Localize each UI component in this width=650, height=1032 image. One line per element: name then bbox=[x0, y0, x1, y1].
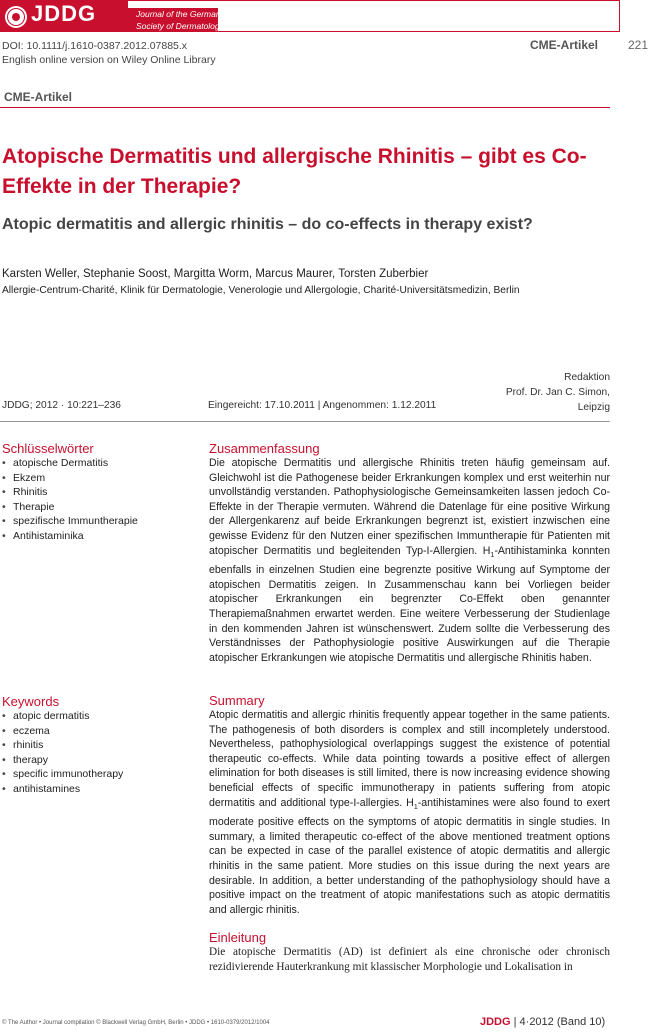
list-item: • rhinitis bbox=[2, 738, 192, 753]
authors: Karsten Weller, Stephanie Soost, Margitta Worm, Marcus Maurer, Torsten Zuberbier bbox=[2, 268, 429, 280]
text-part: Atopic dermatitis and allergic rhinitis frequently appear together in the same patients. The pathogenesis of both disorders is complex and still incompletely understood. Nevertheless, pathophysiological overlappings suggest the existence of potential therapeutic co-effects. While data pointing towards a positive effect of allergen elimination for both diseases is still limited, there is now increasing evidence showing beneficial effects of specific immunotherapy in patients suffering from atopic dermatitis and additional type-I-allergies. H bbox=[209, 709, 610, 809]
list-item: • eczema bbox=[2, 724, 192, 739]
list-item: • therapy bbox=[2, 753, 192, 768]
text-part: -antihistamines were also found to exert moderate positive effects on the symptoms of atopic dermatitis in single studies. In summary, a limited therapeutic co-effect of the above mentioned treatment options can be expected in case of the parallel existence of atopic dermatitis and allergic rhinitis in the same patient. More studies on this issue during the next years are desirable. In addition, a better understanding of the pathophysiology should have a positive impact on the treatment of atopic manifestations such as atopic dermatitis and allergic rhinitis. bbox=[209, 796, 610, 916]
list-item: • antihistamines bbox=[2, 782, 192, 797]
divider bbox=[0, 107, 610, 108]
list-item: • Therapie bbox=[2, 500, 192, 515]
editor-label: Redaktion bbox=[564, 372, 610, 383]
text-part: -Antihistaminka konnten ebenfalls in einzelnen Studien eine begrenzte positive Wirkung auf Symptome der atopischen Dermatitis zeigen. In Zusammenschau kann bei Vorliegen beider atopischer Erkrankungen ein begrenzter Co-Effekt oben genannter Therapiemaßnahmen erwartet werden. Eine weitere Verbesserung der Studienlage in den kommenden Jahren ist wünschenswert. Zudem sollte die Verbesserung des Verständnisses der Pathophysiologie positive Auswirkungen auf die Therapie atopischer Erkrankungen wie atopische Dermatitis und allergische Rhinitis haben. bbox=[209, 544, 610, 664]
list-item: • atopische Dermatitis bbox=[2, 456, 192, 471]
society-line-2: Society of Dermatology bbox=[136, 21, 224, 31]
running-section-label: CME-Artikel bbox=[530, 38, 599, 52]
footer-copyright: © The Author • Journal compilation © Blackwell Verlag GmbH, Berlin • JDDG • 1610-0379/2012/1004 bbox=[2, 1020, 270, 1026]
article-title: Atopische Dermatitis und allergische Rhinitis – gibt es Co-Effekte in der Therapie? bbox=[2, 145, 587, 198]
einleitung-heading: Einleitung bbox=[209, 930, 267, 945]
editor-city: Leipzig bbox=[577, 402, 610, 413]
list-item: • spezifische Immuntherapie bbox=[2, 514, 192, 529]
list-item: • specific immunotherapy bbox=[2, 767, 192, 782]
subscript: 1 bbox=[490, 551, 495, 559]
society-seal-icon bbox=[4, 5, 28, 29]
keywords-en-heading: Keywords bbox=[2, 694, 60, 709]
zusammenfassung-heading: Zusammenfassung bbox=[209, 441, 320, 456]
list-item: • Rhinitis bbox=[2, 485, 192, 500]
journal-name: JDDG bbox=[31, 1, 97, 26]
affiliation: Allergie-Centrum-Charité, Klinik für Dermatologie, Venerologie und Allergologie, Charité-Universitätsmedizin, Berlin bbox=[2, 285, 520, 296]
summary bbox=[209, 693, 610, 917]
text-part: Die atopische Dermatitis und allergische Rhinitis treten häufig gemeinsam auf. Gleichwohl ist die Pathogenese beider Erkrankungen komplex und erst weiterhin nur unvollständig verstanden. Pathophysiologische Gemeinsamkeiten lassen jedoch Co-Effekte in der Therapie vermuten. Während die Datenlage für eine positive Wirkung der Allergenkarenz auf beide Erkrankungen begrenzt ist, existiert inzwischen eine gewisse Evidenz für den Nutzen einer spezifischen Immuntherapie für Patienten mit atopischer Dermatitis und begleitenden Typ-I-Allergien. H bbox=[209, 457, 610, 557]
footer-issue-text: | 4·2012 (Band 10) bbox=[513, 1016, 606, 1028]
zusammenfassung bbox=[209, 441, 610, 665]
keywords-de-heading: Schlüsselwörter bbox=[2, 441, 94, 456]
einleitung bbox=[209, 930, 610, 975]
keywords-de bbox=[2, 441, 192, 544]
section-label: CME-Artikel bbox=[4, 90, 73, 104]
editor-name: Prof. Dr. Jan C. Simon, bbox=[505, 387, 610, 398]
editor-block bbox=[470, 370, 610, 415]
page-number: 221 bbox=[628, 38, 649, 52]
keywords-en-list bbox=[2, 709, 192, 797]
citation-reference: JDDG; 2012 · 10:221–236 bbox=[2, 400, 121, 411]
article-subtitle: Atopic dermatitis and allergic rhinitis – do co-effects in therapy exist? bbox=[2, 216, 533, 233]
keywords-de-list bbox=[2, 456, 192, 544]
summary-text bbox=[209, 708, 610, 917]
doi: DOI: 10.1111/j.1610-0387.2012.07885.x bbox=[2, 40, 188, 52]
footer-journal: JDDG bbox=[480, 1016, 511, 1028]
summary-heading: Summary bbox=[209, 693, 265, 708]
footer-issue bbox=[480, 1016, 605, 1028]
list-item: • atopic dermatitis bbox=[2, 709, 192, 724]
einleitung-text: Die atopische Dermatitis (AD) ist definiert als eine chronische oder chronisch rezidivierende Hauterkrankung mit klassischer Morphologie und Lokalisation in bbox=[209, 946, 610, 973]
society-line-1: Journal of the German bbox=[136, 9, 221, 19]
subscript: 1 bbox=[413, 803, 418, 811]
divider bbox=[0, 421, 610, 422]
zusammenfassung-text bbox=[209, 456, 610, 665]
online-version-note: English online version on Wiley Online Library bbox=[2, 54, 216, 66]
submission-dates: Eingereicht: 17.10.2011 | Angenommen: 1.12.2011 bbox=[208, 400, 437, 411]
list-item: • Antihistaminika bbox=[2, 529, 192, 544]
list-item: • Ekzem bbox=[2, 471, 192, 486]
keywords-en bbox=[2, 694, 192, 797]
